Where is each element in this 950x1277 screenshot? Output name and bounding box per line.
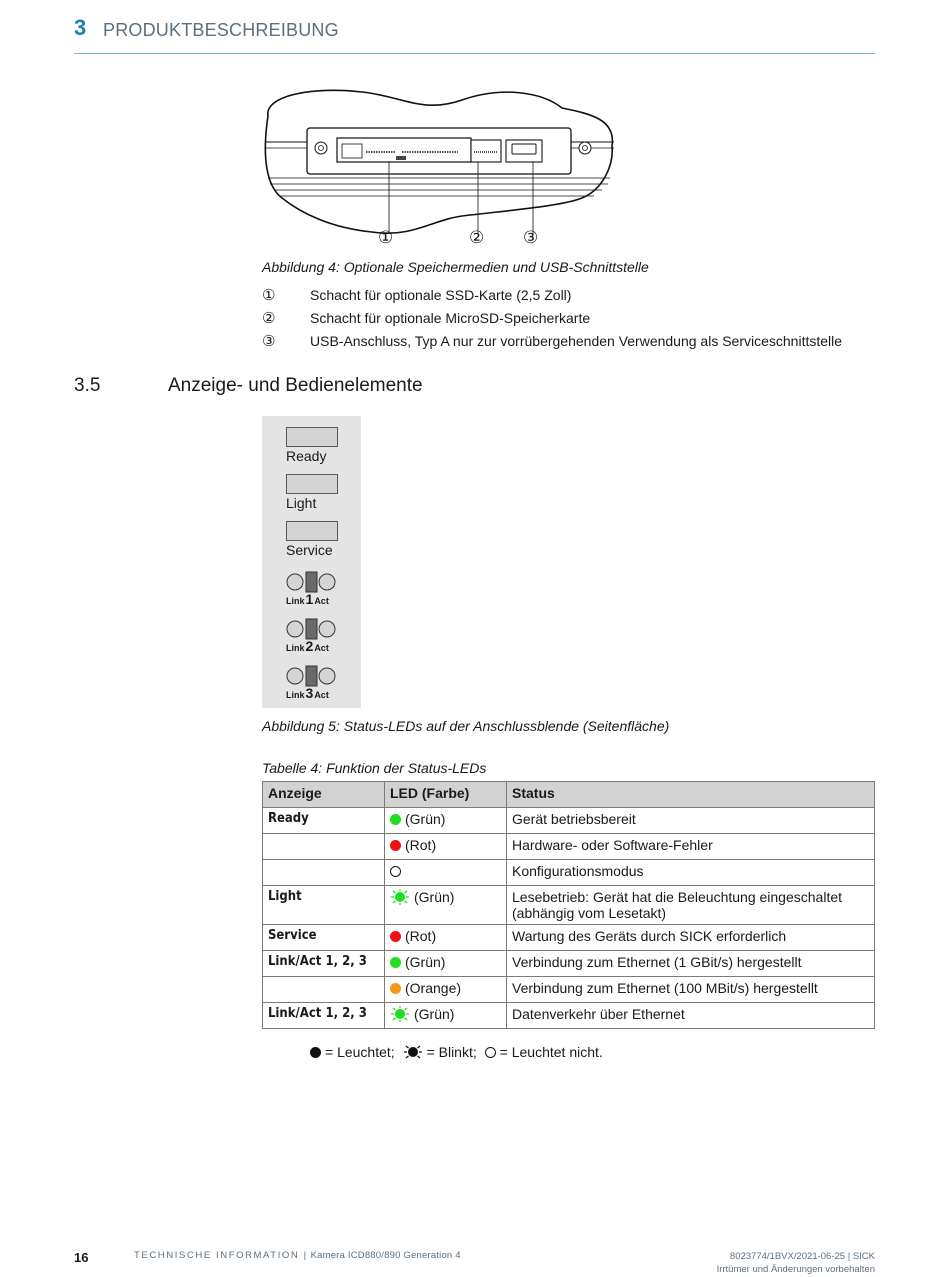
led-color: (Grün) — [414, 1006, 455, 1022]
legend-text: Schacht für optionale SSD-Karte (2,5 Zoll) — [310, 287, 572, 303]
led-service — [286, 521, 338, 541]
cell-anzeige: Link/Act 1, 2, 3 — [263, 951, 373, 977]
section-number: 3.5 — [74, 375, 101, 396]
act-label: Act — [314, 643, 329, 653]
storage-slots-illustration — [262, 86, 618, 252]
link-act-group — [286, 571, 346, 611]
cell-led — [385, 834, 507, 860]
cell-anzeige: Light — [263, 886, 373, 925]
chapter-number: 3 — [74, 15, 87, 40]
act-label: Act — [314, 690, 329, 700]
led-label: Service — [286, 542, 333, 558]
legend-text: USB-Anschluss, Typ A nur zur vorrübergehenden Verwendung als Serviceschnittstelle — [310, 333, 843, 349]
led-color: (Grün) — [414, 889, 455, 905]
legend-num: ② — [262, 310, 276, 327]
status-led-table — [262, 781, 875, 1029]
table-row — [263, 808, 875, 834]
product-name: Kamera ICD880/890 Generation 4 — [310, 1250, 461, 1261]
legend-blink: = Blinkt; — [426, 1044, 477, 1060]
green-dot-icon — [390, 814, 401, 825]
act-label: Act — [314, 596, 329, 606]
column-header: LED (Farbe) — [385, 782, 507, 808]
footer-document — [134, 1250, 461, 1261]
table-row — [263, 925, 875, 951]
figure4-caption: Abbildung 4: Optionale Speichermedien und USB-Schnittstelle — [262, 259, 649, 275]
green-blink-icon — [390, 889, 410, 905]
led-color: (Grün) — [405, 811, 446, 827]
off-circle-icon — [390, 866, 401, 877]
cell-anzeige — [263, 977, 385, 1003]
cell-anzeige: Link/Act 1, 2, 3 — [263, 1003, 373, 1029]
cell-anzeige — [263, 860, 385, 886]
cell-status: Konfigurationsmodus — [507, 860, 875, 886]
table-header-row — [263, 782, 875, 808]
cell-status: Hardware- oder Software-Fehler — [507, 834, 875, 860]
chapter-title: PRODUKTBESCHREIBUNG — [103, 20, 339, 40]
cell-status: Lesebetrieb: Gerät hat die Beleuchtung eingeschaltet (abhängig vom Lesetakt) — [507, 886, 875, 925]
legend-off: = Leuchtet nicht. — [499, 1044, 603, 1060]
cell-status: Verbindung zum Ethernet (1 GBit/s) hergestellt — [507, 951, 875, 977]
table-row — [263, 1003, 875, 1029]
cell-status: Verbindung zum Ethernet (100 MBit/s) hergestellt — [507, 977, 875, 1003]
link-label: Link — [286, 596, 305, 606]
page-number: 16 — [74, 1250, 89, 1265]
red-dot-icon — [390, 931, 401, 942]
table-row — [263, 886, 875, 925]
red-dot-icon — [390, 840, 401, 851]
cell-led — [385, 886, 507, 925]
link-label: Link — [286, 690, 305, 700]
section-title: Anzeige- und Bedienelemente — [168, 375, 423, 396]
cell-led — [385, 860, 507, 886]
led-color: (Orange) — [405, 980, 462, 996]
led-symbol-legend — [310, 1044, 603, 1060]
led-label: Light — [286, 495, 317, 511]
disclaimer: Irrtümer und Änderungen vorbehalten — [716, 1264, 875, 1275]
cell-anzeige: Service — [263, 925, 373, 951]
column-header: Status — [507, 782, 875, 808]
table-row — [263, 834, 875, 860]
cell-anzeige — [263, 834, 385, 860]
footer-separator: | — [303, 1250, 307, 1261]
cell-led — [385, 1003, 507, 1029]
cell-led — [385, 925, 507, 951]
cell-led — [385, 951, 507, 977]
black-blink-icon — [403, 1044, 423, 1060]
link-act-leds-icon — [286, 665, 346, 687]
column-header: Anzeige — [263, 782, 385, 808]
green-blink-icon — [390, 1006, 410, 1022]
link-act-leds-icon — [286, 571, 346, 593]
link-label: Link — [286, 643, 305, 653]
port-number: 1 — [305, 591, 314, 607]
table-row — [263, 860, 875, 886]
header-rule — [74, 53, 875, 54]
port-number: 2 — [305, 638, 314, 654]
callout-1: ① — [378, 228, 394, 247]
port-number: 3 — [305, 685, 314, 701]
figure5-caption: Abbildung 5: Status-LEDs auf der Anschlussblende (Seitenfläche) — [262, 718, 670, 734]
callout-2: ② — [469, 228, 485, 247]
legend-num: ③ — [262, 333, 276, 350]
table-caption: Tabelle 4: Funktion der Status-LEDs — [262, 760, 487, 776]
document-reference: 8023774/1BVX/2021-06-25 | SICK — [729, 1251, 875, 1262]
orange-dot-icon — [390, 983, 401, 994]
led-ready — [286, 427, 338, 447]
led-color: (Rot) — [405, 837, 437, 853]
cell-status: Wartung des Geräts durch SICK erforderlich — [507, 925, 875, 951]
led-color: (Rot) — [405, 928, 437, 944]
legend-lit: = Leuchtet; — [325, 1044, 395, 1060]
status-led-panel — [262, 416, 361, 708]
led-color: (Grün) — [405, 954, 446, 970]
doc-type: TECHNISCHE INFORMATION — [134, 1250, 300, 1261]
green-dot-icon — [390, 957, 401, 968]
cell-led — [385, 977, 507, 1003]
footer-right — [717, 1250, 875, 1276]
callout-3: ③ — [523, 228, 539, 247]
legend-num: ① — [262, 287, 276, 304]
led-label: Ready — [286, 448, 327, 464]
legend-text: Schacht für optionale MicroSD-Speicherkarte — [310, 310, 591, 326]
table-row — [263, 977, 875, 1003]
link-act-leds-icon — [286, 618, 346, 640]
cell-anzeige: Ready — [263, 808, 373, 834]
led-light — [286, 474, 338, 494]
link-act-group — [286, 665, 346, 705]
cell-status: Gerät betriebsbereit — [507, 808, 875, 834]
cell-led — [385, 808, 507, 834]
table-row — [263, 951, 875, 977]
cell-status: Datenverkehr über Ethernet — [507, 1003, 875, 1029]
lit-dot-icon — [310, 1047, 321, 1058]
off-circle-icon — [485, 1047, 496, 1058]
link-act-group — [286, 618, 346, 658]
